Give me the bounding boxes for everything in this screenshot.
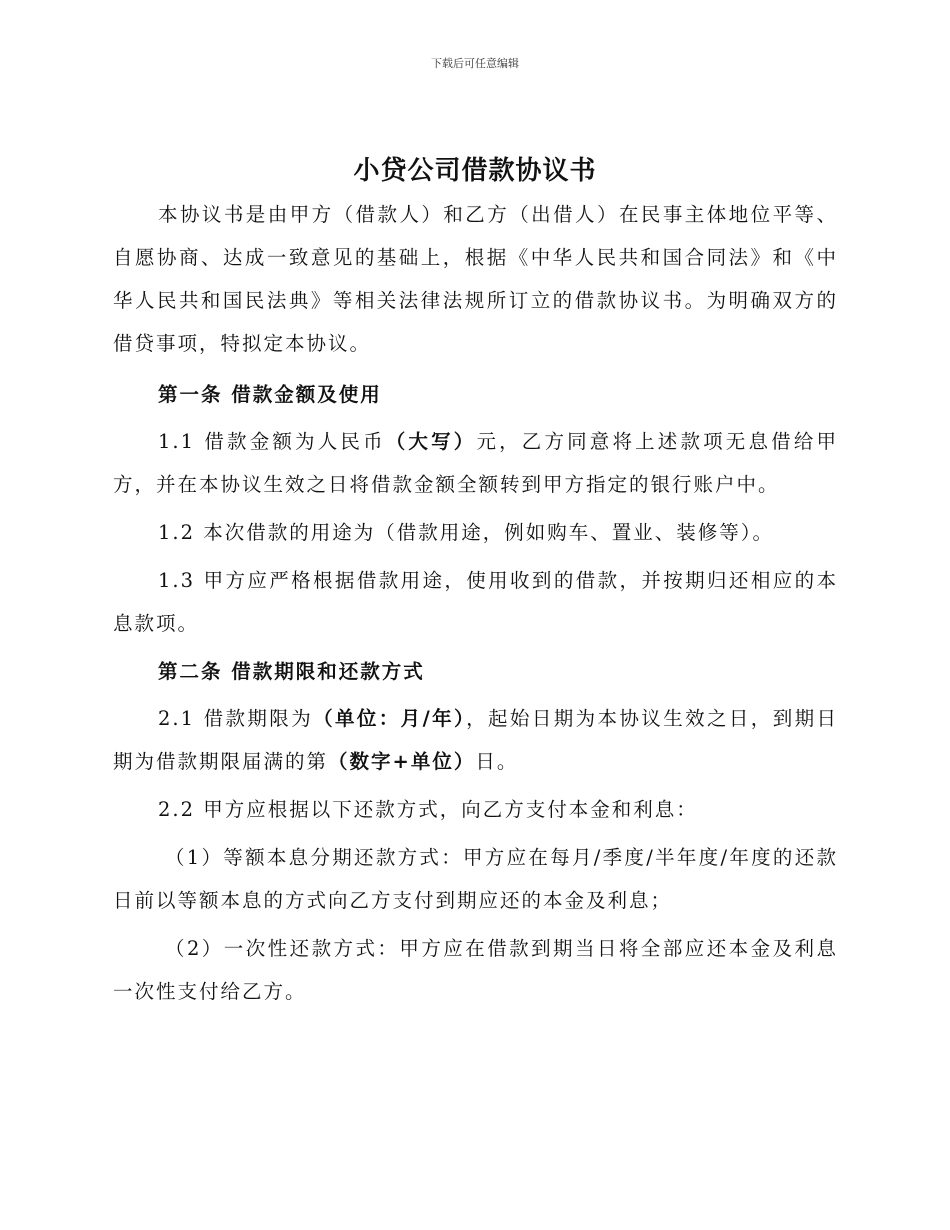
clause-1-3: 1.3 甲方应严格根据借款用途，使用收到的借款，并按期归还相应的本息款项。: [113, 569, 838, 635]
repayment-option-2: （2）一次性还款方式：甲方应在借款到期当日将全部应还本金及利息一次性支付给乙方。: [113, 937, 838, 1003]
clause-2-1-middle: ，起始日期为本协议生效之日，到期日期为借款期限届满的第: [113, 707, 838, 773]
clause-2-1-day-placeholder: （数字+单位）: [328, 750, 476, 773]
clause-2-2: 2.2 甲方应根据以下还款方式，向乙方支付本金和利息：: [158, 798, 698, 821]
clause-2-1-prefix: 2.1 借款期限为: [158, 707, 314, 730]
clause-1-1-suffix: 元，乙方同意将上述款项无息借给甲方，并在本协议生效之日将借款金额全额转到甲方指定的银行账户中。: [113, 430, 838, 496]
section-1-heading: 第一条 借款金额及使用: [158, 383, 382, 406]
clause-1-1-prefix: 1.1 借款金额为人民币: [158, 430, 386, 453]
clause-2-1: [113, 697, 838, 783]
document-title: 小贷公司借款协议书: [353, 156, 597, 186]
intro-paragraph: 本协议书是由甲方（借款人）和乙方（出借人）在民事主体地位平等、自愿协商、达成一致意见的基础上，根据《中华人民共和国合同法》和《中华人民共和国民法典》等相关法律法规所订立的借款协议书。为明确双方的借贷事项，特拟定本协议。: [113, 203, 838, 355]
repayment-option-1: （1）等额本息分期还款方式：甲方应在每月/季度/半年度/年度的还款日前以等额本息的方式向乙方支付到期应还的本金及利息；: [113, 846, 838, 912]
section-2-heading: 第二条 借款期限和还款方式: [158, 660, 425, 683]
clause-2-1-term-placeholder: （单位：月/年）: [313, 707, 467, 730]
clause-1-1: [113, 420, 838, 506]
document-body: [113, 193, 838, 1018]
header-note: 下载后可任意编辑: [431, 57, 519, 70]
clause-2-1-suffix: 日。: [475, 750, 519, 773]
clause-1-2: 1.2 本次借款的用途为（借款用途，例如购车、置业、装修等）。: [158, 521, 774, 544]
clause-1-1-amount-placeholder: （大写）: [385, 430, 477, 453]
